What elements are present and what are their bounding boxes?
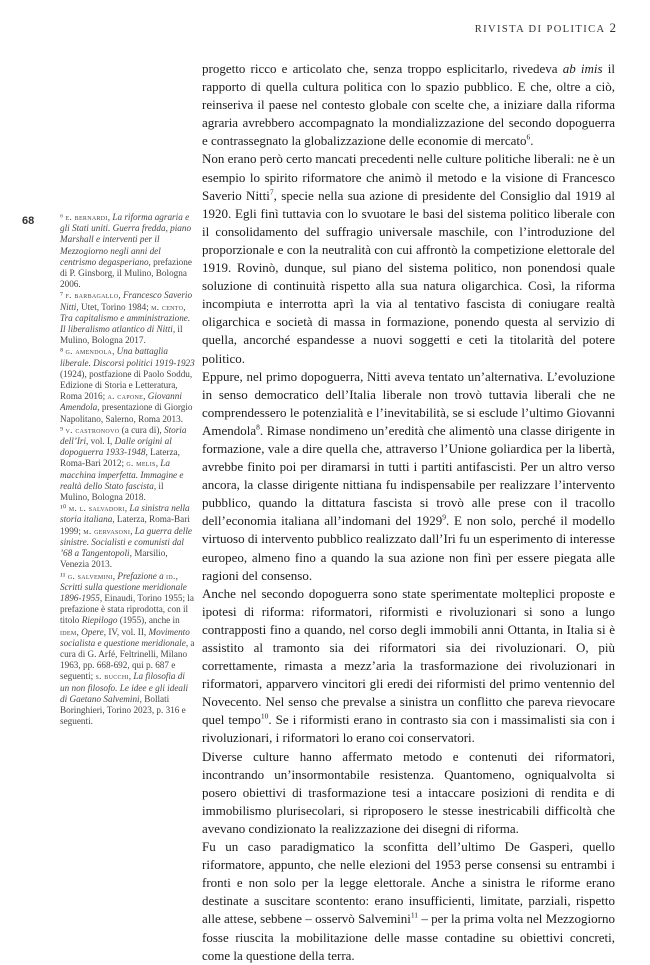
text-run: ⁹ [60,424,66,435]
author-name: m. l. salvadori [68,503,125,514]
italic-text: La riforma agraria e gli Stati uniti. Guerra fredda, piano Marshall e interventi per il Mezzogiorno negli anni del centrismo degasperiano [60,212,192,267]
text-run: , [183,301,186,312]
footnote-ref: 7 [269,187,274,197]
issue-number: 2 [609,20,616,35]
text-run: . Se i riformisti erano in contrasto sia con i massimalisti sia con i rivoluzionari, i riformatori lo erano coi conservatori. [202,712,615,746]
paragraph [202,585,615,748]
text-run: . [530,133,534,149]
author-name: m. cento [151,301,184,312]
text-run: . E non solo, perché il modello virtuoso di intervento pubblico realizzato dall’Iri fu un esperimento di interesse europeo, almeno fino a quando la sua azione non finì per essere piegata alle ragioni del consenso. [202,513,615,583]
italic-text: Movimento socialista e questione meridionale [60,626,190,648]
text-run: , il Mulino, Bologna 2018. [60,480,164,503]
italic-text: Dalle origini al dopoguerra 1933-1948 [60,436,172,458]
text-run: , [130,525,135,536]
footnote [60,425,195,503]
author-name: id. [166,570,176,581]
text-run: , specie nella sua azione di presidente del Consiglio dal 1919 al 1920. Egli finì tuttavia con lo svuotare le basi del sistema politico liberale con il consolidamento del suffragio universale maschile, con l’introduzione del proporzionale e con la neutralità con cui affrontò la competizione elettorale del 1919. Rovinò, dunque, sul piano del sistema politico, non ponendosi quale soluzione di continuità rispetto alla sua natura oligarchica. Così, la riforma incompiuta e interrotta aprì la via al tentativo fascista di coniugare realtà oligarchica e società di massa in formazione, ponendo questa al servizio di quella, ancorché espandesse a nuovi soggetti e ceti la titolarità del potere politico. [202,187,615,366]
author-name: g. amendola [65,346,113,357]
text-run: Fu un caso paradigmatico la sconfitta dell’ultimo De Gasperi, quello riformatore, appunto, che nelle elezioni del 1953 perse consensi su entrambi i fronti e non solo per la legge elettorale. Anche a sinistra le riforme erano destinate a suscitare scontento: erano insufficienti, limitate, parziali, rispetto alle attese, sebbene – osservò Salvemini [202,839,615,927]
text-run: , [155,458,161,469]
author-name: g. salvemini [67,570,113,581]
paragraph [202,748,615,838]
text-run: ⁸ [60,346,66,357]
text-run: progetto ricco e articolato che, senza troppo esplicitarlo, rivedeva [202,61,563,76]
paragraph [202,150,615,367]
text-run: ¹¹ [60,570,68,581]
footnotes-column [60,212,195,727]
text-run: , vol. I, [86,436,115,447]
italic-text: Riepilogo [81,615,118,626]
journal-title: RIVISTA DI POLITICA [474,24,606,35]
text-run: , IV, vol. II, [103,626,149,637]
text-run: Anche nel secondo dopoguerra sono state sperimentate molteplici proposte e ipotesi di riforma: riformatori, riformisti e rivoluzionari si sono a lungo contrapposti fino a quando, nel corso degli immobili anni Ottanta, in Italia si è assistito al tramonto sia dei riformatori sia dei rivoluzionari. O, più correttamente, rimasta a mezz’aria la trasformazione dei rivoluzionari in riformatori, apparvero vincitori gli eredi dei riformisti del primo ventennio del Novecento. Nel senso che prevalse a sinistra un conflitto che pareva rievocare quel tempo [202,585,615,728]
footnote-ref: 9 [442,513,446,523]
italic-text: Tra capitalismo e amministrazione. Il liberalismo atlantico di Nitti [60,312,191,335]
text-run: – per la prima volta nel Mezzogiorno fosse riuscita la mobilitazione delle masse contadine su obiettivi concreti, come la questione della terra. [202,911,615,963]
paragraph [202,60,615,150]
text-run: , [76,626,82,637]
author-name: f. barbagallo [65,290,119,301]
text-run: , Marsilio, Venezia 2013. [60,548,168,570]
italic-text: Prefazione a [117,570,164,581]
text-run: (1955), anche in [117,615,180,626]
text-run: , presentazione di Giorgio Napolitano, Salerno, Roma 2013. [60,402,193,424]
author-name: g. melis [126,458,156,469]
text-run: Diverse culture hanno affermato metodo e contenuti dei riformatori, incontrando un’insormontabile resistenza. Quantomeno, ogniqualvolta si posero obiettivi di trasformazione tesi a intaccare posizioni di rendita e di immobilismo plurisecolari, si riproposero le stesse inestricabili difficoltà che avevano condizionato la realizzazione dei disegni di riforma. [202,748,615,836]
text-run: . Rimase nondimeno un’eredità che alimentò una classe dirigente in formazione, vale a dire quella che, attraverso l’Unione goliardica per la libertà, avrebbe finito poi per diramarsi in tutti i partiti antifascisti. Per un altro verso ancora, la classe dirigente nittiana fu indispensabile per realizzare l’intervento pubblico, quando la dittatura fascista si trovò alle prese con il tracollo dell’economia italiana all’indomani del 1929 [202,422,615,529]
text-run: , [143,391,148,402]
italic-text: ab imis [562,61,603,76]
text-run: , [107,212,113,222]
text-run: , a cura di G. Arfé, Feltrinelli, Milano 1963, pp. 668-692, qui p. 687 e seguenti; [60,637,195,682]
italic-text: La guerra delle sinistre. Socialisti e comunisti dal ’68 a Tangentopoli [60,525,192,559]
running-header [475,20,616,36]
text-run: ¹⁰ [60,503,69,514]
text-run: , [124,503,130,514]
paragraph [202,838,615,965]
text-run: , Utet, Torino 1984; [76,301,152,312]
text-run: Eppure, nel primo dopoguerra, Nitti aveva tentato un’alternativa. L’evoluzione in senso democratico dell’Italia liberale non trovò tuttavia liberali che ne comprendessero le potenzialità e l’inevitabilità, se si esclude l’ultimo Giovanni Amendola [202,368,615,438]
footnote [60,571,195,728]
text-run: , [118,290,123,301]
italic-text: La sinistra nella storia italiana [60,503,190,525]
italic-text: Una battaglia liberale. Discorsi politici 1919-1923 [60,346,195,368]
page-number: 68 [22,215,35,227]
footnote-ref: 6 [526,133,531,143]
text-run: , Laterza, Roma-Bari 2012; [60,447,180,469]
text-run: , prefazione di P. Ginsborg, il Mulino, Bologna 2006. [60,256,192,290]
author-name: s. bucchi [95,671,129,682]
author-name: e. bernardi [65,212,108,222]
footnote-ref: 8 [256,422,260,432]
footnote-ref: 11 [410,911,419,921]
text-run: , [112,570,118,581]
footnote [60,503,195,570]
text-run: (a cura di), [119,424,164,435]
footnote-ref: 10 [260,712,269,722]
text-run: , [112,346,117,357]
text-run: ⁷ [60,290,66,301]
author-name: m. gervasoni [83,525,131,536]
author-name: v. castronovo [65,424,120,435]
footnote [60,212,195,290]
text-run: il rapporto di quella cultura politica con lo spazio pubblico. E che, oltre a ciò, reinseriva il paese nel contesto globale con scelte che, a iniziare dalla riforma agraria avrebbero accompagnato la mondializzazione del secondo dopoguerra e contrassegnato la globalizzazione delle economie di mercato [202,61,615,149]
italic-text: La filosofia di un non filosofo. Le idee e gli ideali di Gaetano Salvemini [60,671,189,704]
paragraph [202,368,615,585]
footnote [60,290,195,346]
body-text [202,60,615,965]
footnote [60,346,195,424]
italic-text: Opere [81,626,104,637]
text-run: , [175,570,178,581]
text-run: , il Mulino, Bologna 2017. [60,324,183,346]
italic-text: Storia dell’Iri [60,424,187,447]
italic-text: Francesco Saverio Nitti [60,290,193,312]
text-run: (1924), postfazione di Paolo Soddu, Edizione di Storia e Letteratura, Roma 2016; [60,368,193,402]
text-run: , Bollati Boringhieri, Torino 2023, p. 316 e seguenti. [60,693,186,727]
italic-text: Scritti sulla questione meridionale 1896-1955 [60,581,187,603]
text-run: Non erano però certo mancati precedenti nelle culture politiche liberali: ne è un esempio lo spirito riformatore che animò il metodo e la visione di Francesco Saverio Nitti [202,151,615,203]
italic-text: La macchina imperfetta. Immagine e realtà dello Stato fascista [60,458,184,491]
text-run: , Laterza, Roma-Bari 1999; [60,514,190,536]
italic-text: Giovanni Amendola [60,391,182,413]
author-name: a. capone [107,391,144,402]
author-name: idem [60,626,77,637]
text-run: , [128,671,134,682]
text-run: , Einaudi, Torino 1955; la prefazione è stata riprodotta, con il titolo [60,592,194,626]
text-run: ⁶ [60,212,66,222]
